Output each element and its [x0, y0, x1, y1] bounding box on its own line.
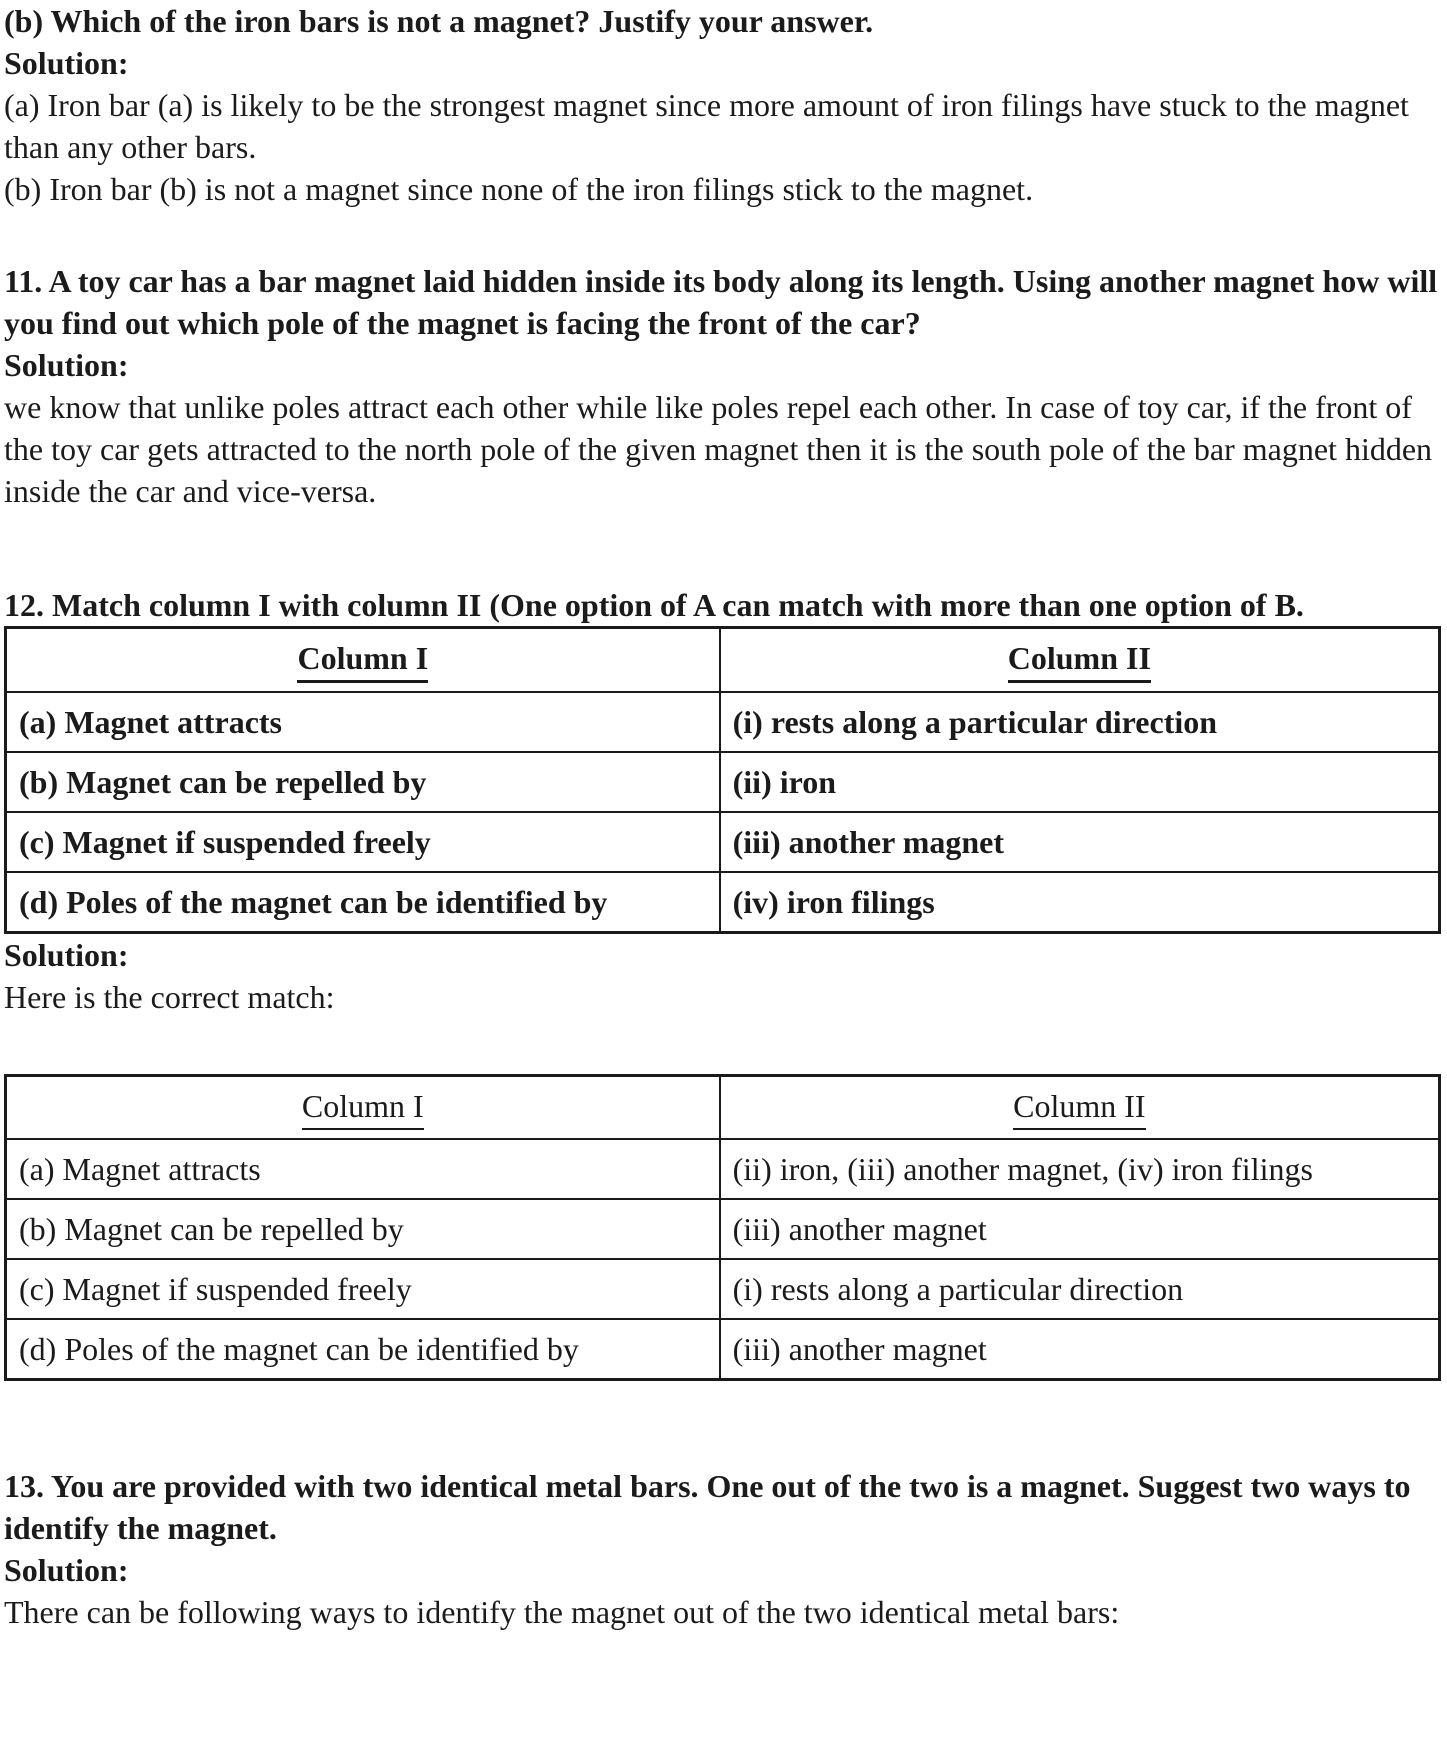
- column-ii-header: [720, 628, 1440, 693]
- table-row: [6, 872, 1440, 933]
- table-cell: (iv) iron filings: [720, 872, 1440, 933]
- question-11-text: 11. A toy car has a bar magnet laid hidden inside its body along its length. Using another magnet how will you find out which pole of the magnet is facing the front of the car?: [4, 263, 1438, 341]
- answer-13-text: There can be following ways to identify the magnet out of the two identical metal bars:: [4, 1594, 1120, 1630]
- column-ii-header-label: Column II: [1013, 1085, 1145, 1130]
- question-12-text: 12. Match column I with column II (One option of A can match with more than one option of B.: [4, 587, 1304, 623]
- table-cell: (c) Magnet if suspended freely: [6, 812, 720, 872]
- table-cell: (iii) another magnet: [720, 1319, 1440, 1380]
- column-i-header-label: Column I: [302, 1085, 424, 1130]
- match-question-table: [4, 626, 1441, 934]
- table-cell: (a) Magnet attracts: [6, 692, 720, 752]
- table-cell: (ii) iron: [720, 752, 1440, 812]
- table-cell: (iii) another magnet: [720, 1199, 1440, 1259]
- solution-label: Solution:: [4, 347, 129, 383]
- solution-12-intro: Here is the correct match:: [4, 979, 335, 1015]
- table-cell: (i) rests along a particular direction: [720, 692, 1440, 752]
- solution-label: Solution:: [4, 45, 129, 81]
- answer-11-text: we know that unlike poles attract each other while like poles repel each other. In case of toy car, if the front of the toy car gets attracted to the north pole of the given magnet then it is the south pole of the bar magnet hidden inside the car and vice-versa.: [4, 389, 1433, 509]
- table-row: [6, 1319, 1440, 1380]
- table-cell: (i) rests along a particular direction: [720, 1259, 1440, 1319]
- table-cell: (iii) another magnet: [720, 812, 1440, 872]
- table-cell: (d) Poles of the magnet can be identified by: [6, 1319, 720, 1380]
- table-cell: (ii) iron, (iii) another magnet, (iv) iron filings: [720, 1139, 1440, 1199]
- question-13-text: 13. You are provided with two identical metal bars. One out of the two is a magnet. Suggest two ways to identify the magnet.: [4, 1468, 1411, 1546]
- column-ii-header: [720, 1076, 1440, 1140]
- table-row: [6, 812, 1440, 872]
- table-cell: (c) Magnet if suspended freely: [6, 1259, 720, 1319]
- table-row: [6, 1199, 1440, 1259]
- table-cell: (d) Poles of the magnet can be identified by: [6, 872, 720, 933]
- table-row: [6, 1139, 1440, 1199]
- table-cell: (b) Magnet can be repelled by: [6, 752, 720, 812]
- column-ii-header-label: Column II: [1008, 637, 1151, 683]
- answer-10b-text: (b) Iron bar (b) is not a magnet since none of the iron filings stick to the magnet.: [4, 171, 1034, 207]
- solution-label: Solution:: [4, 1552, 129, 1588]
- column-i-header: [6, 1076, 720, 1140]
- table-header-row: [6, 628, 1440, 693]
- table-row: [6, 752, 1440, 812]
- table-header-row: [6, 1076, 1440, 1140]
- solution-label: Solution:: [4, 937, 129, 973]
- column-i-header-label: Column I: [297, 637, 428, 683]
- question-10b-text: (b) Which of the iron bars is not a magnet? Justify your answer.: [4, 3, 874, 39]
- table-cell: (b) Magnet can be repelled by: [6, 1199, 720, 1259]
- match-answer-table: [4, 1074, 1441, 1381]
- column-i-header: [6, 628, 720, 693]
- answer-10a-text: (a) Iron bar (a) is likely to be the strongest magnet since more amount of iron filings have stuck to the magnet than any other bars.: [4, 87, 1409, 165]
- table-cell: (a) Magnet attracts: [6, 1139, 720, 1199]
- table-row: [6, 1259, 1440, 1319]
- table-row: [6, 692, 1440, 752]
